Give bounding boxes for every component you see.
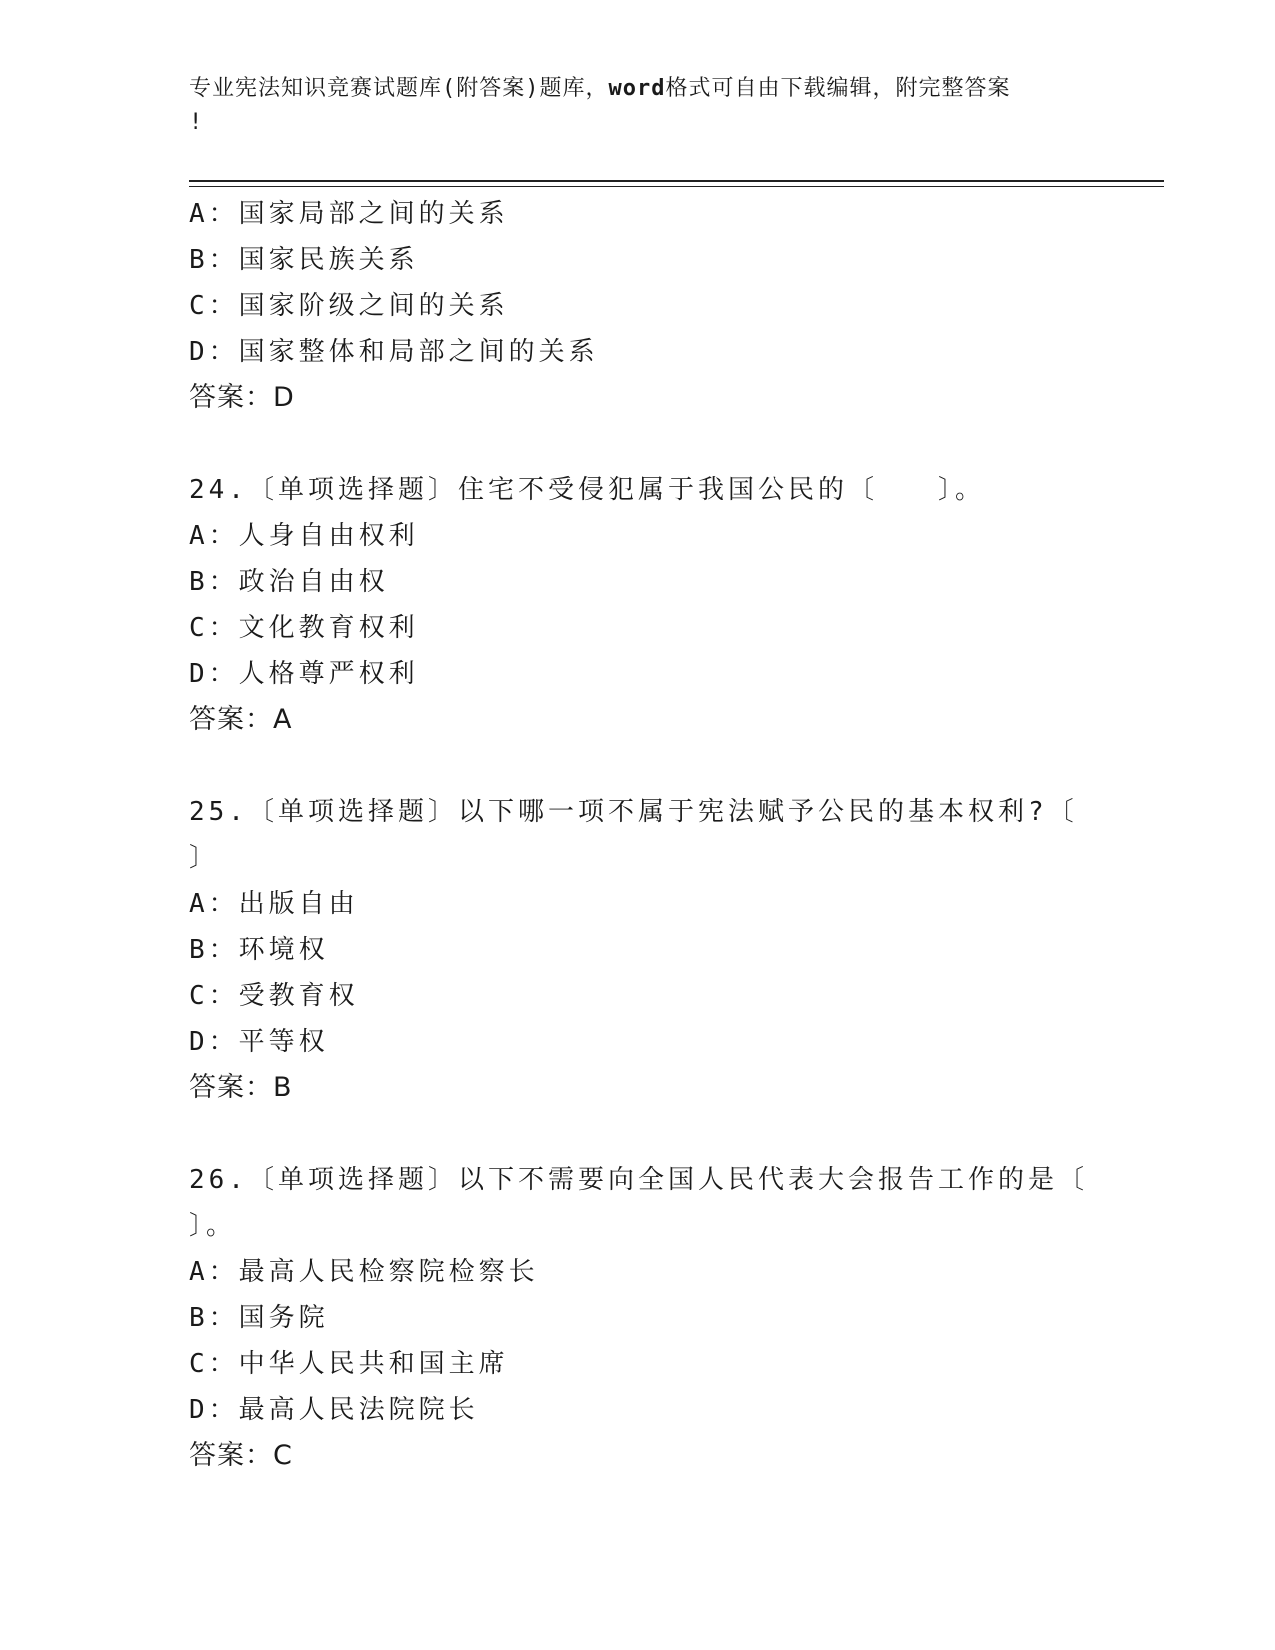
option-c: C：国家阶级之间的关系 — [189, 291, 509, 321]
question-list — [189, 191, 1149, 1479]
question-stem: 26.〔单项选择题〕以下不需要向全国人民代表大会报告工作的是〔 — [189, 1165, 1088, 1195]
option-c: C：受教育权 — [189, 981, 359, 1011]
answer: 答案：A — [189, 704, 293, 735]
option-a: A：国家局部之间的关系 — [189, 199, 509, 229]
header-divider-thin — [189, 186, 1164, 187]
option-b: B：国家民族关系 — [189, 245, 419, 275]
option-d: D：国家整体和局部之间的关系 — [189, 337, 599, 367]
header-line-1 — [189, 72, 1089, 106]
question-26 — [189, 1157, 1149, 1479]
header-text-1: 专业宪法知识竞赛试题库(附答案)题库， — [189, 76, 609, 101]
option-d: D：最高人民法院院长 — [189, 1395, 479, 1425]
answer: 答案：C — [189, 1440, 293, 1471]
option-b: B：政治自由权 — [189, 567, 389, 597]
answer: 答案：D — [189, 382, 295, 413]
header-line-2: ! — [189, 110, 204, 135]
question-stem-continued: 〕 — [189, 843, 220, 873]
option-b: B：环境权 — [189, 935, 329, 965]
question-stem: 24.〔单项选择题〕住宅不受侵犯属于我国公民的〔 〕。 — [189, 475, 985, 505]
option-c: C：文化教育权利 — [189, 613, 419, 643]
option-d: D：平等权 — [189, 1027, 329, 1057]
header-divider-thick — [189, 180, 1164, 182]
question-stem-continued: 〕。 — [189, 1211, 237, 1241]
document-header — [189, 72, 1089, 140]
option-c: C：中华人民共和国主席 — [189, 1349, 509, 1379]
option-a: A：最高人民检察院检察长 — [189, 1257, 539, 1287]
header-word: word — [608, 76, 666, 101]
option-a: A：出版自由 — [189, 889, 359, 919]
option-b: B：国务院 — [189, 1303, 329, 1333]
answer: 答案：B — [189, 1072, 293, 1103]
question-23 — [189, 191, 1149, 421]
option-a: A：人身自由权利 — [189, 521, 419, 551]
question-24 — [189, 467, 1149, 743]
question-stem: 25.〔单项选择题〕以下哪一项不属于宪法赋予公民的基本权利?〔 — [189, 797, 1078, 827]
question-25 — [189, 789, 1149, 1111]
header-text-2: 格式可自由下载编辑，附完整答案 — [665, 76, 1011, 101]
option-d: D：人格尊严权利 — [189, 659, 419, 689]
